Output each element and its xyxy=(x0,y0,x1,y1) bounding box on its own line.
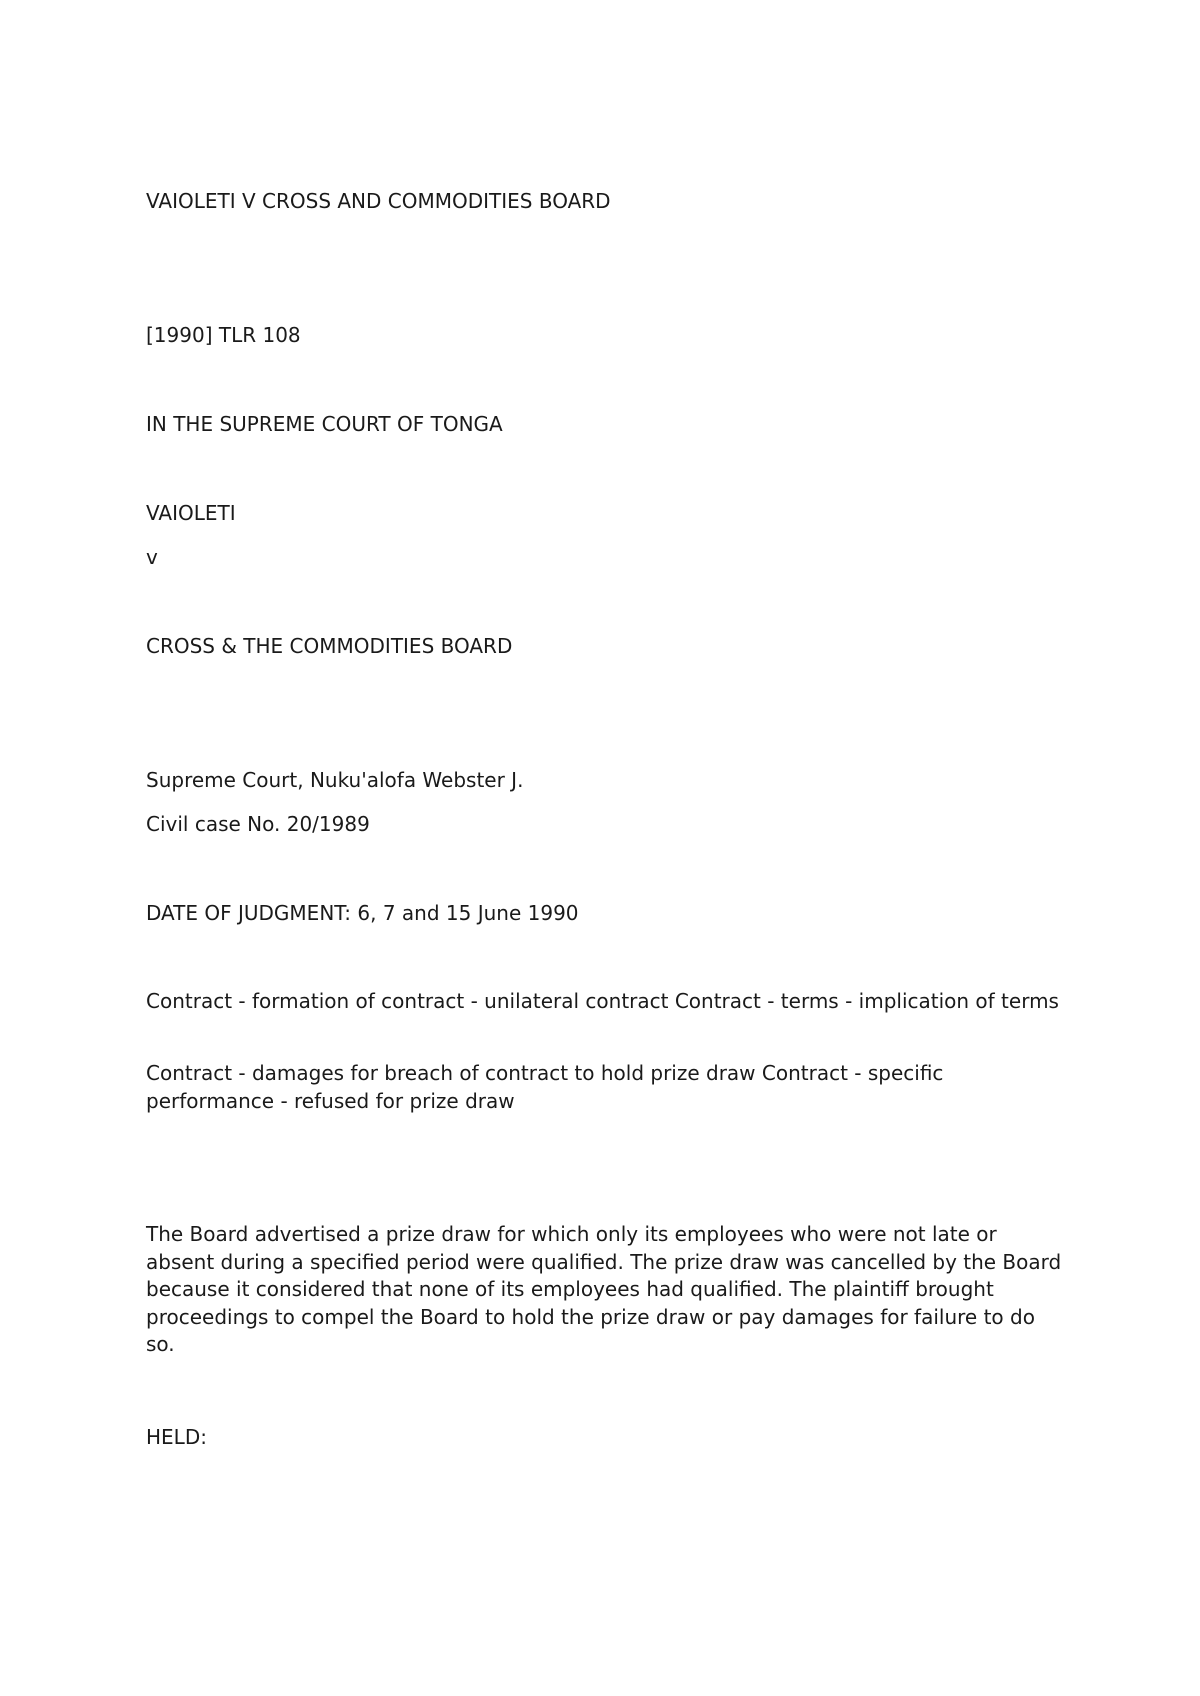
versus-label: v xyxy=(146,545,158,569)
document-title: VAIOLETI V CROSS AND COMMODITIES BOARD xyxy=(146,189,611,213)
case-number: Civil case No. 20/1989 xyxy=(146,812,370,836)
plaintiff-name: VAIOLETI xyxy=(146,501,236,525)
catchword-paragraph: Contract - formation of contract - unilateral contract Contract - terms - implication of terms xyxy=(146,989,1059,1013)
defendant-name: CROSS & THE COMMODITIES BOARD xyxy=(146,634,513,658)
catchword-paragraph: Contract - damages for breach of contract to hold prize draw Contract - specific performance - refused for prize draw xyxy=(146,1061,944,1113)
bench-line: Supreme Court, Nuku'alofa Webster J. xyxy=(146,768,524,792)
court-name: IN THE SUPREME COURT OF TONGA xyxy=(146,412,503,436)
judgment-date: DATE OF JUDGMENT: 6, 7 and 15 June 1990 xyxy=(146,901,579,925)
held-heading: HELD: xyxy=(146,1425,207,1449)
citation: [1990] TLR 108 xyxy=(146,323,301,347)
summary-paragraph: The Board advertised a prize draw for which only its employees who were not late or absent during a specified period were qualified. The prize draw was cancelled by the Board because it considered that none of its employees had qualified. The plaintiff brought proceedings to compel the Board to hold the prize draw or pay damages for failure to do so. xyxy=(146,1222,1062,1356)
